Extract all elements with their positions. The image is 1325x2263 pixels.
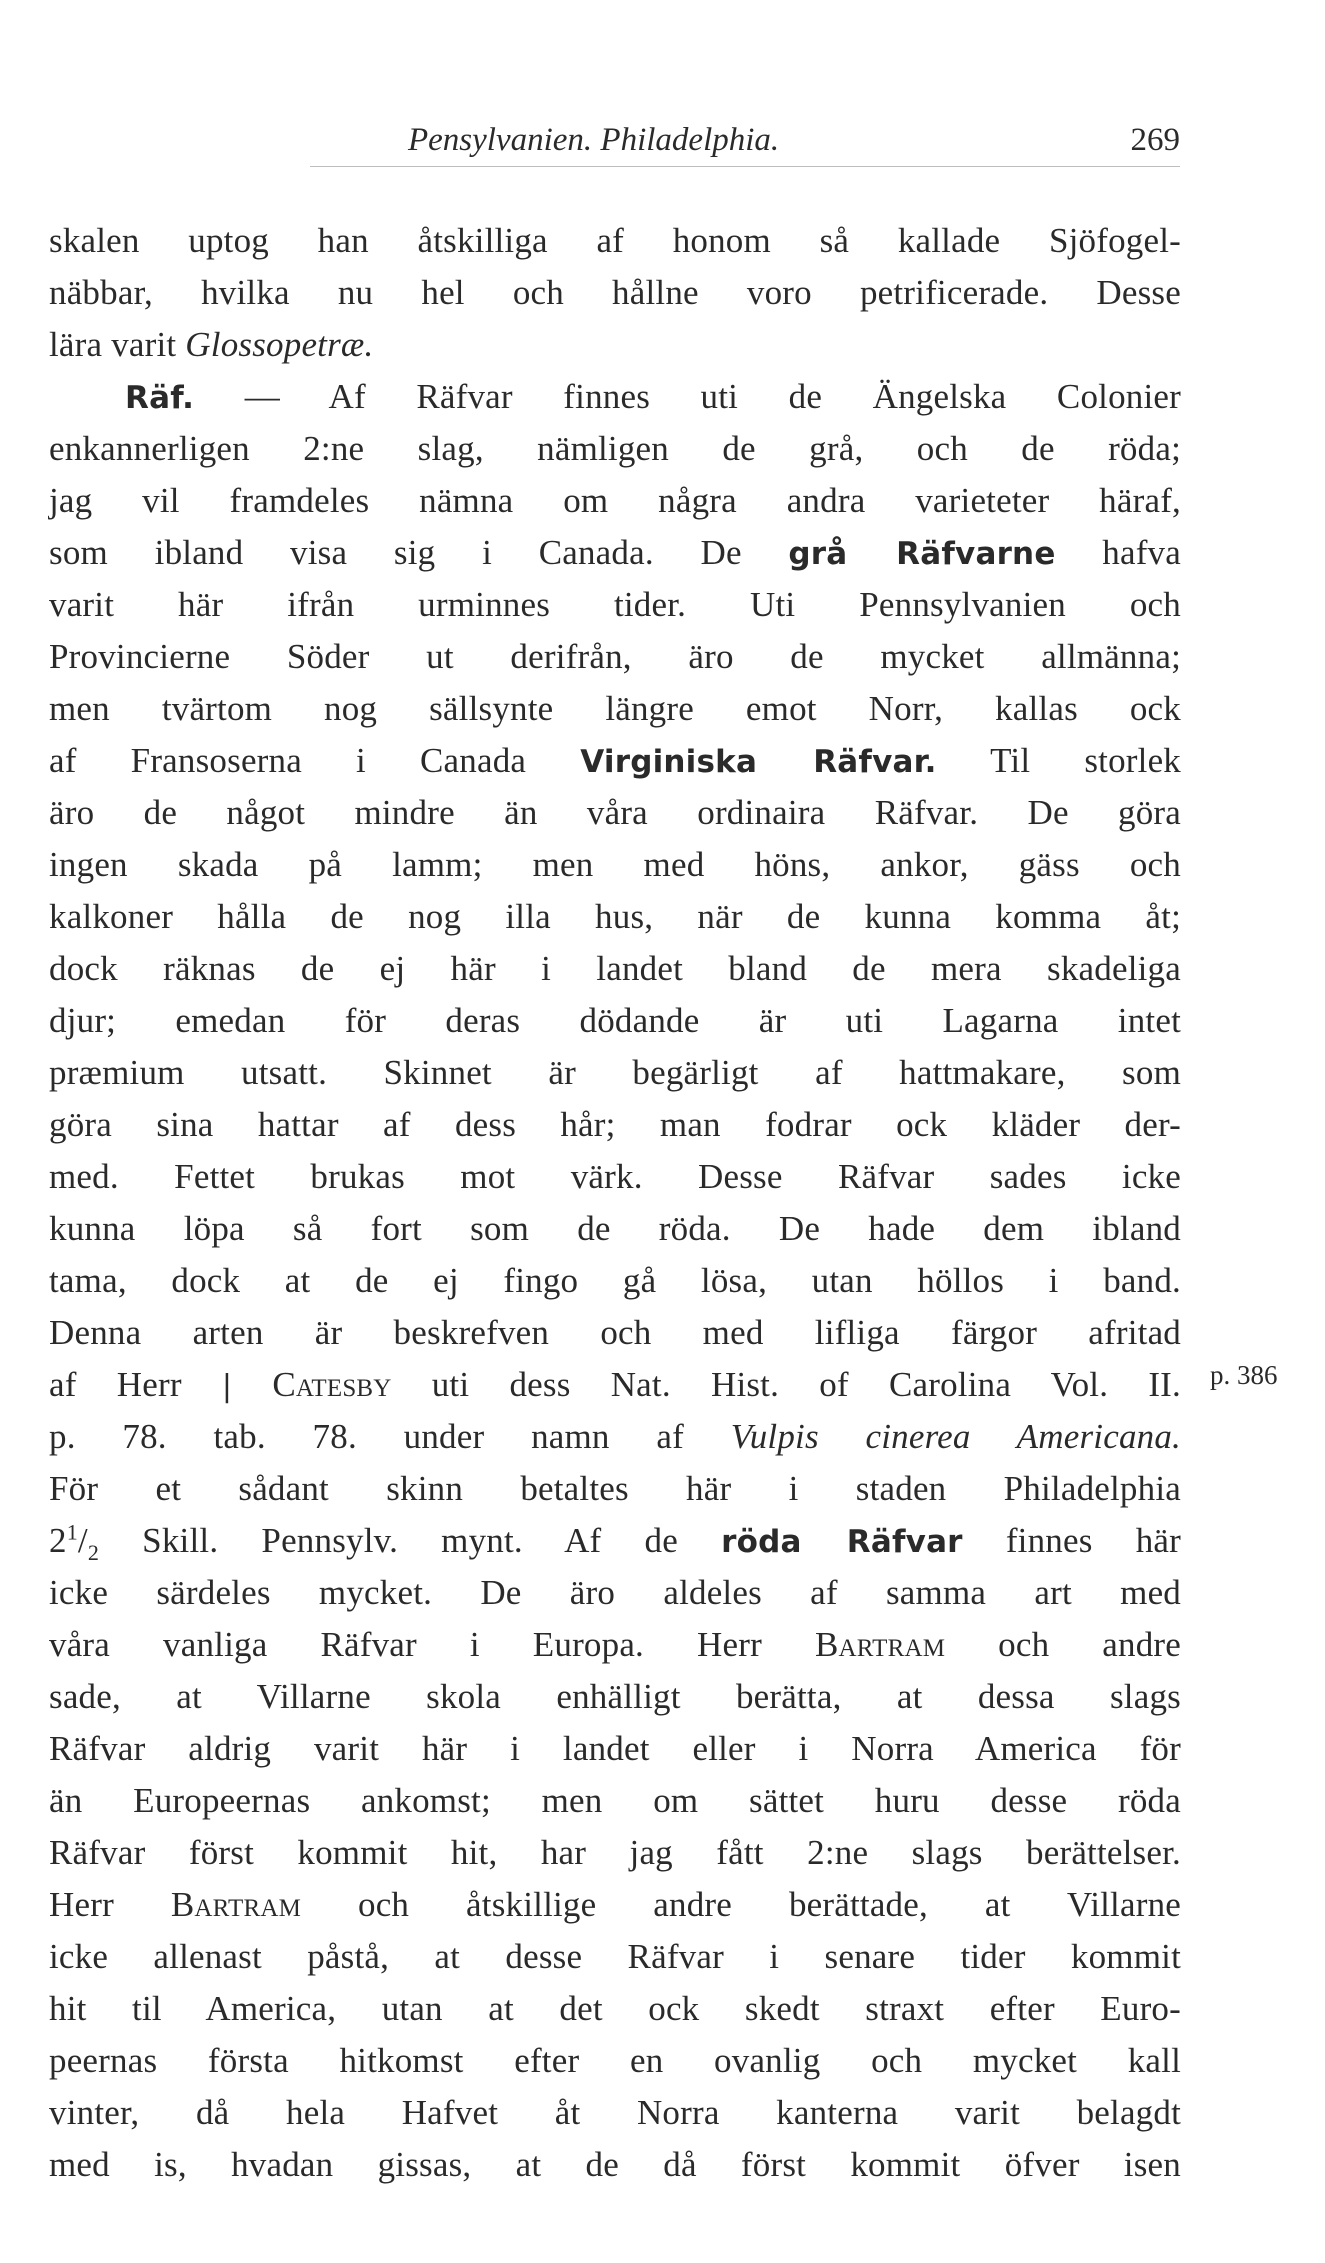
author-name: Bartram (170, 1885, 302, 1924)
text-line: tama, dock at de ej fingo gå lösa, utan höllos i band. (49, 1261, 1181, 1300)
text-line: varit här ifrån urminnes tider. Uti Pennsylvanien och (49, 585, 1181, 624)
text-line: peernas första hitkomst efter en ovanlig och mycket kall (49, 2041, 1181, 2080)
text-line: enkannerligen 2:ne slag, nämligen de grå, och de röda; (49, 429, 1181, 468)
latin-term: Vulpis cinerea Americana. (730, 1417, 1181, 1456)
text-line: kalkoner hålla de nog illa hus, när de kunna komma åt; (49, 897, 1181, 936)
text-line: skalen uptog han åtskilliga af honom så kallade Sjöfogel- (49, 221, 1181, 260)
author-name: Bartram (814, 1625, 946, 1664)
text-line: jag vil framdeles nämna om några andra varieteter häraf, (49, 481, 1181, 520)
text-line: göra sina hattar af dess hår; man fodrar ock kläder der- (49, 1105, 1181, 1144)
text-line: p. 78. tab. 78. under namn af Vulpis cinerea Americana. (49, 1417, 1181, 1456)
bold-term: grå Räfvarne (788, 536, 1056, 572)
text-line: Denna arten är beskrefven och med lifliga färgor afritad (49, 1313, 1181, 1352)
text-line: af Herr | Catesby uti dess Nat. Hist. of Carolina Vol. II. (49, 1365, 1181, 1404)
text-line: våra vanliga Räfvar i Europa. Herr Bartram och andre (49, 1625, 1181, 1664)
text-line: Herr Bartram och åtskillige andre berättade, at Villarne (49, 1885, 1182, 1924)
text-line: lära varit Glossopetræ. (49, 325, 374, 364)
text-line: sade, at Villarne skola enhälligt berätta, at dessa slags (49, 1677, 1181, 1716)
text-line: än Europeernas ankomst; men om sättet huru desse röda (49, 1781, 1181, 1820)
text-line: af Fransoserna i Canada Virginiska Räfvar. Til storlek (49, 741, 1181, 780)
text-line: Räfvar aldrig varit här i landet eller i Norra America för (49, 1729, 1181, 1768)
text-line: För et sådant skinn betaltes här i staden Philadelphia (49, 1469, 1181, 1508)
section-heading: Räf. (125, 380, 195, 416)
text-line: men tvärtom nog sällsynte längre emot Norr, kallas ock (49, 689, 1181, 728)
text-line: som ibland visa sig i Canada. De grå Räfvarne hafva (49, 533, 1181, 572)
text-line: icke särdeles mycket. De äro aldeles af samma art med (49, 1573, 1181, 1612)
text-line: icke allenast påstå, at desse Räfvar i senare tider kommit (49, 1937, 1181, 1976)
text-line: näbbar, hvilka nu hel och hållne voro petrificerade. Desse (49, 273, 1181, 312)
text-line: hit til America, utan at det ock skedt straxt efter Euro- (49, 1989, 1181, 2028)
page-break-mark: | (221, 1369, 233, 1404)
running-title: Pensylvanien. Philadelphia. (408, 122, 780, 158)
text-line: Provincierne Söder ut derifrån, äro de mycket allmänna; (49, 637, 1181, 676)
header-rule (310, 166, 1180, 167)
latin-term: Glossopetræ. (185, 325, 374, 364)
margin-page-reference: p. 386 (1210, 1360, 1278, 1390)
text-line: vinter, då hela Hafvet åt Norra kanterna varit belagdt (49, 2093, 1181, 2132)
body-text (49, 215, 1181, 2191)
text-line: djur; emedan för deras dödande är uti Lagarna intet (49, 1001, 1181, 1040)
page-number: 269 (1130, 122, 1180, 158)
text-line: med is, hvadan gissas, at de då först kommit öfver isen (49, 2145, 1181, 2184)
running-head (50, 118, 1180, 166)
text-line: præmium utsatt. Skinnet är begärligt af hattmakare, som (49, 1053, 1181, 1092)
text-line: kunna löpa så fort som de röda. De hade dem ibland (49, 1209, 1181, 1248)
text-line: med. Fettet brukas mot värk. Desse Räfvar sades icke (49, 1157, 1181, 1196)
section-heading-line: Räf. — Af Räfvar finnes uti de Ängelska Colonier (125, 377, 1181, 416)
bold-term: röda Räfvar (721, 1524, 963, 1560)
text-line: dock räknas de ej här i landet bland de mera skadeliga (49, 949, 1181, 988)
text-line: $2^1/_2$ Skill. Pennsylv. mynt. Af de röda Räfvar finnes här (49, 1519, 1181, 1565)
text-line: ingen skada på lamm; men med höns, ankor, gäss och (49, 845, 1181, 884)
author-name: Catesby (232, 1365, 392, 1404)
text-line: Räfvar först kommit hit, har jag fått 2:ne slags berättelser. (49, 1833, 1181, 1872)
text-line: äro de något mindre än våra ordinaira Räfvar. De göra (49, 793, 1181, 832)
bold-term: Virginiska Räfvar. (580, 744, 937, 780)
